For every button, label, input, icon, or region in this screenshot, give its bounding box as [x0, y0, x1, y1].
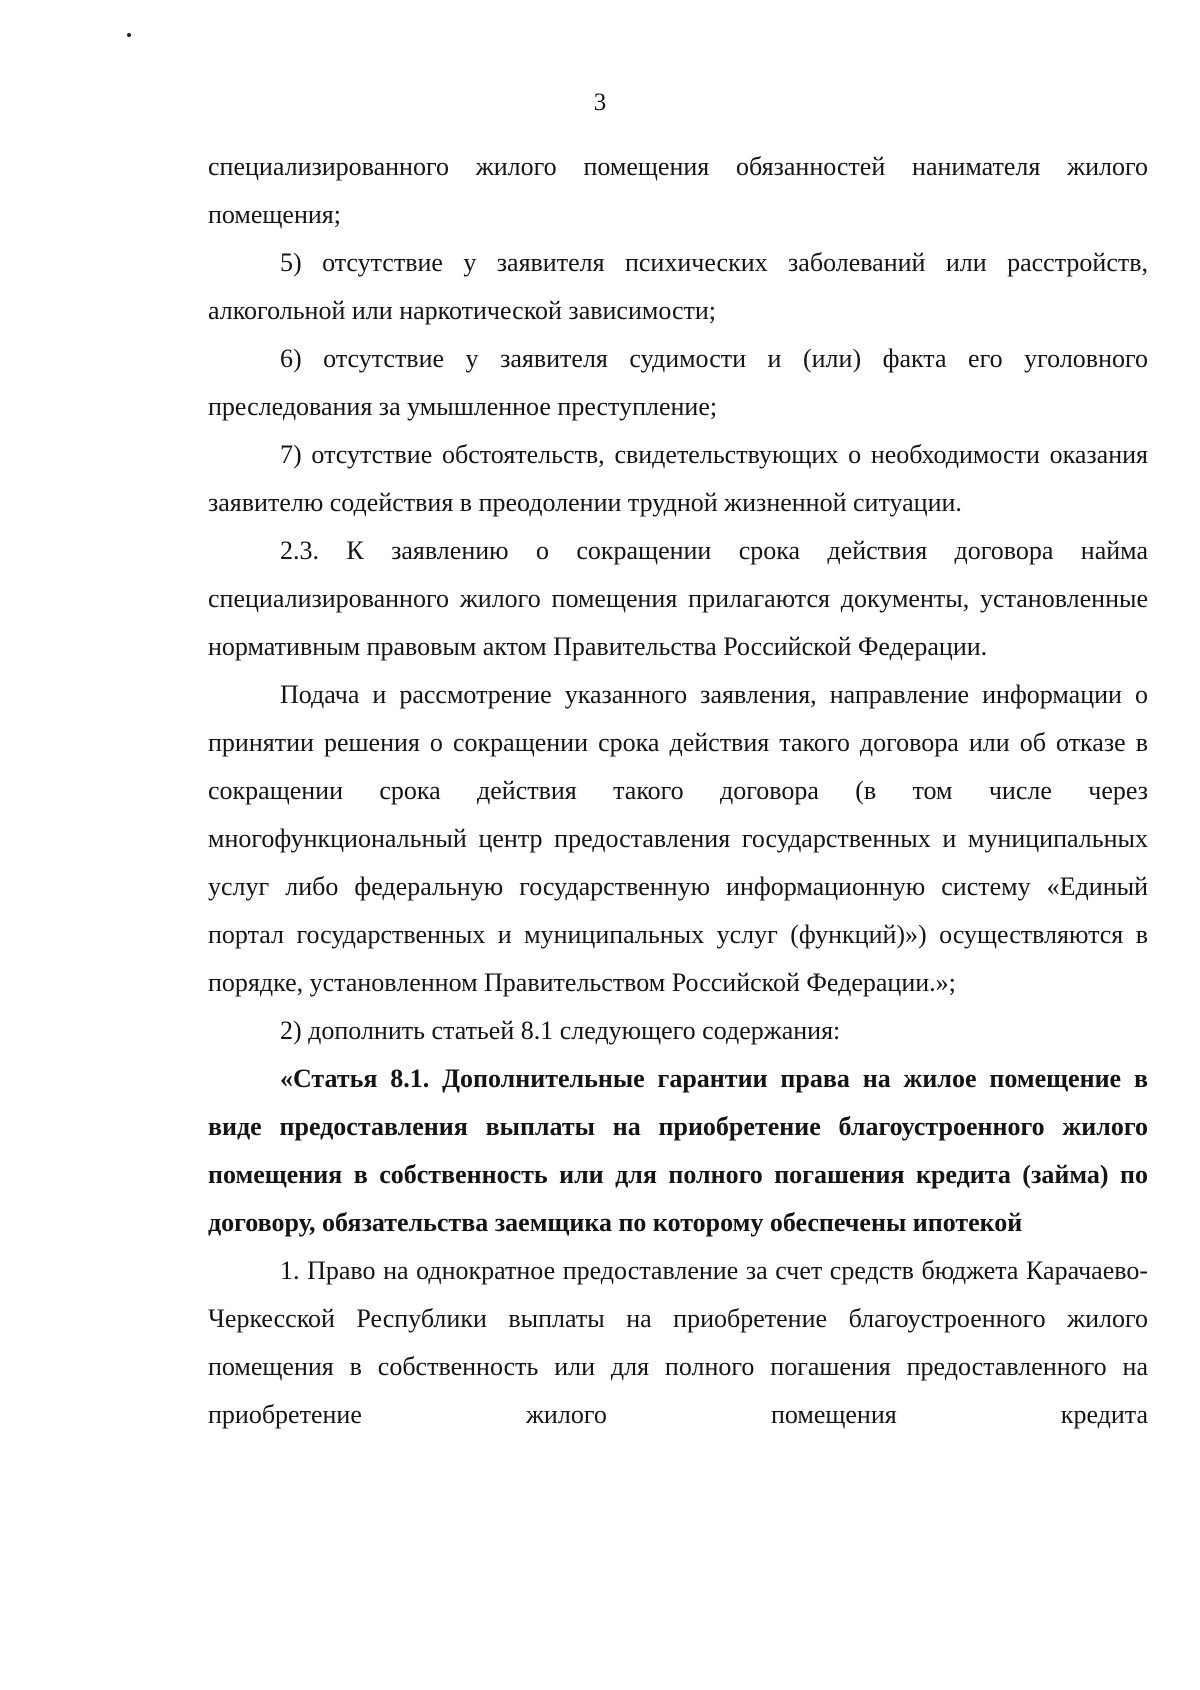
- scan-speck: [127, 33, 131, 37]
- paragraph-submission: Подача и рассмотрение указанного заявления, направление информации о принятии решения о сокращении срока действия такого договора или об отказе в сокращении срока действия такого договора (в том числе через многофункциональный центр предоставления государственных и муниципальных услуг либо федеральную государственную информационную систему «Единый портал государственных и муниципальных услуг (функций)») осуществляются в порядке, установленном Правительством Российской Федерации.»;: [208, 680, 1148, 997]
- document-body: [208, 143, 1148, 1439]
- paragraph-2-3: 2.3. К заявлению о сокращении срока действия договора найма специализированного жилого помещения прилагаются документы, установленные нормативным правовым актом Правительства Российской Федерации.: [208, 536, 1148, 661]
- article-8-1-heading: «Статья 8.1. Дополнительные гарантии права на жилое помещение в виде предоставления выплаты на приобретение благоустроенного жилого помещения в собственность или для полного погашения кредита (займа) по договору, обязательства заемщика по которому обеспечены ипотекой: [208, 1064, 1148, 1237]
- paragraph-item-7: 7) отсутствие обстоятельств, свидетельствующих о необходимости оказания заявителю содействия в преодолении трудной жизненной ситуации.: [208, 440, 1148, 517]
- paragraph-item-5: 5) отсутствие у заявителя психических заболеваний или расстройств, алкогольной или наркотической зависимости;: [208, 248, 1148, 325]
- paragraph-item-6: 6) отсутствие у заявителя судимости и (или) факта его уголовного преследования за умышленное преступление;: [208, 344, 1148, 421]
- paragraph-continuation: специализированного жилого помещения обязанностей нанимателя жилого помещения;: [208, 152, 1148, 229]
- article-8-1-clause-1: 1. Право на однократное предоставление за счет средств бюджета Карачаево-Черкесской Республики выплаты на приобретение благоустроенного жилого помещения в собственность или для полного погашения предоставленного на приобретение жилого помещения кредита: [208, 1256, 1148, 1429]
- paragraph-amendment-2: 2) дополнить статьей 8.1 следующего содержания:: [280, 1016, 841, 1045]
- page-number: 3: [593, 89, 607, 116]
